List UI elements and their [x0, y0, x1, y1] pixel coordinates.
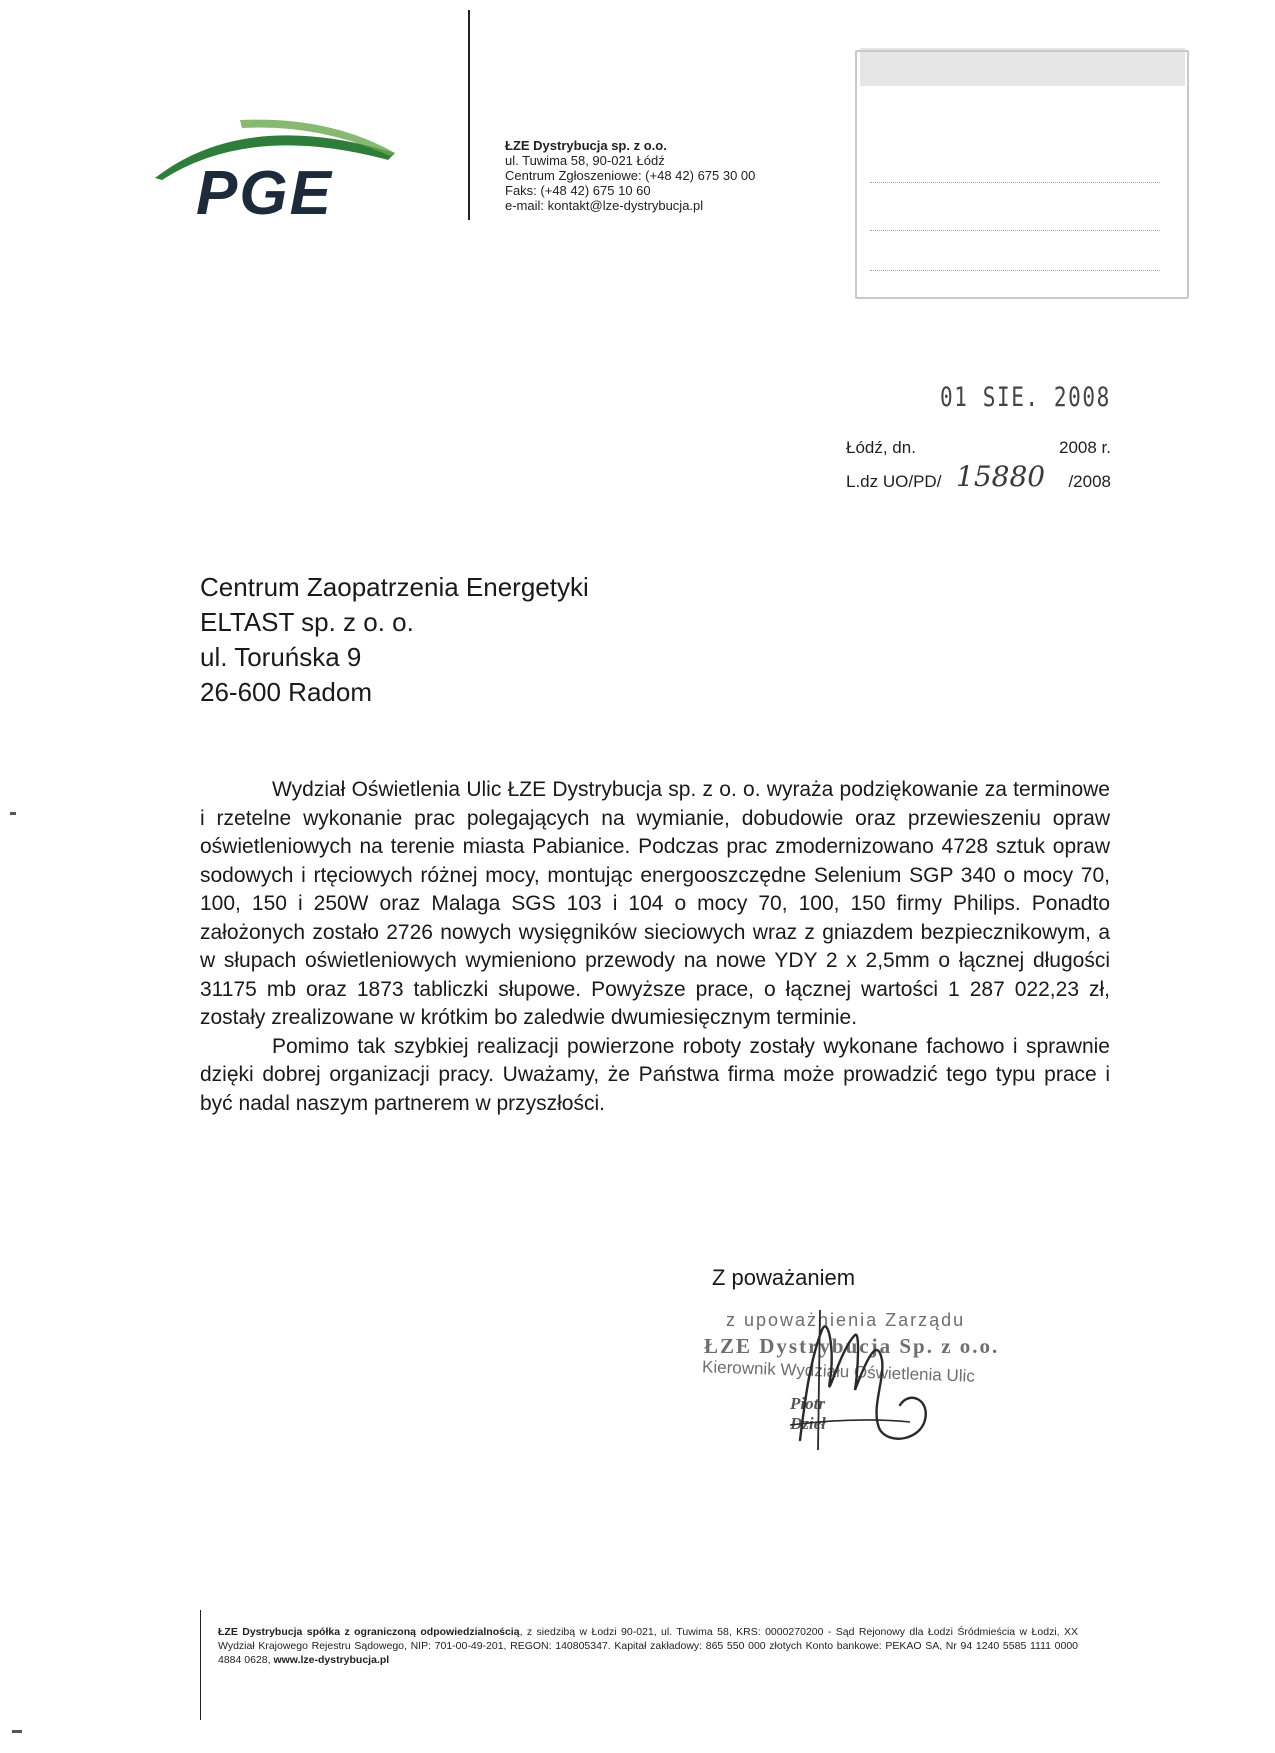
- addressee-line: 26-600 Radom: [200, 677, 372, 707]
- company-name: ŁZE Dystrybucja sp. z o.o.: [505, 138, 667, 153]
- company-phone: Centrum Zgłoszeniowe: (+48 42) 675 30 00: [505, 168, 756, 183]
- company-fax: Faks: (+48 42) 675 10 60: [505, 183, 651, 198]
- footer: [218, 1625, 1078, 1667]
- stamp-authorization: z upoważnienia Zarządu: [726, 1310, 966, 1330]
- scan-speck: [10, 812, 16, 815]
- scan-speck: [12, 1730, 22, 1733]
- reference-number-handwritten: 15880: [956, 460, 1046, 493]
- stamp-line: [870, 270, 1160, 271]
- addressee-line: ul. Toruńska 9: [200, 642, 362, 672]
- stamp-name: Piotr Dzieł: [790, 1394, 826, 1433]
- header-divider: [468, 10, 470, 220]
- body-paragraph: Wydział Oświetlenia Ulic ŁZE Dystrybucja sp. z o. o. wyraża podziękowanie za terminowe i rzetelne wykonanie prac polegających na wymianie, dobudowie oraz przewieszeniu opraw oświetleniowych na terenie miasta Pabianice. Podczas prac zmodernizowano 4728 sztuk opraw sodowych i rtęciowych różnej mocy, montując energooszczędne Selenium SGP 340 o mocy 70, 100, 150 i 250W oraz Malaga SGS 103 i 104 o mocy 70, 100, 150 firmy Philips. Ponadto założonych zostało 2726 nowych wysięgników sieciowych wraz z gniazdem bezpiecznikowym, a w słupach oświetleniowych wymieniono przewody na nowe YDY 2 x 2,5mm o łącznej długości 31175 mb oraz 1873 tabliczki słupowe. Powyższe prace, o łącznej wartości 1 287 022,23 zł, zostały zrealizowane w krótkim bo zaledwie dwumiesięcznym terminie.: [200, 778, 1110, 1029]
- company-address: ul. Tuwima 58, 90-021 Łódź: [505, 153, 665, 168]
- footer-website: www.lze-dystrybucja.pl: [273, 1654, 390, 1666]
- addressee-line: Centrum Zaopatrzenia Energetyki: [200, 572, 589, 602]
- company-header: [505, 138, 755, 213]
- closing: Z poważaniem: [712, 1265, 856, 1290]
- stamp-line: [870, 230, 1160, 231]
- reference-suffix: /2008: [1068, 472, 1111, 491]
- addressee-block: [200, 570, 589, 710]
- footer-registration: , z siedzibą w Łodzi 90-021, ul. Tuwima 58, KRS: 0000270200 - Sąd Rejonowy dla Łodzi Śródmieścia w Łodzi, XX Wydział Krajowego Rejestru Sądowego, NIP: 701-00-49-201, REGON: 140805347. Kapitał zakładowy: 865 550 000 złotych Konto bankowe: PEKAO SA, Nr 94 1240 5585 1111 0000 4884 0628,: [218, 1626, 1078, 1666]
- received-date-stamp: 01 SIE. 2008: [940, 382, 1111, 413]
- letter-body: [200, 776, 1110, 1118]
- company-email: e-mail: kontakt@lze-dystrybucja.pl: [505, 198, 704, 213]
- footer-company: ŁZE Dystrybucja spółka z ograniczoną odpowiedzialnością: [218, 1626, 520, 1638]
- handwritten-signature: [760, 1290, 940, 1450]
- place-date-block: [846, 438, 1111, 506]
- place-label: Łódź, dn.: [846, 438, 916, 457]
- stamp-line: [870, 182, 1160, 183]
- stamp-company: ŁZE Dystrybucja Sp. z o.o.: [704, 1334, 1000, 1358]
- stamp-title: Kierownik Wydziału Oświetlenia Ulic: [701, 1357, 976, 1386]
- addressee-line: ELTAST sp. z o. o.: [200, 607, 414, 637]
- year-label: 2008 r.: [1059, 438, 1111, 457]
- reference-prefix: L.dz UO/PD/: [846, 472, 942, 491]
- logo-text: PGE: [196, 159, 333, 228]
- body-paragraph: Pomimo tak szybkiej realizacji powierzone roboty zostały wykonane fachowo i sprawnie dzięki dobrej organizacji pracy. Uważamy, że Państwa firma może prowadzić tego typu prace i być nadal naszym partnerem w przyszłości.: [200, 1034, 1110, 1115]
- registration-stamp: [855, 50, 1189, 299]
- footer-divider: [200, 1610, 201, 1720]
